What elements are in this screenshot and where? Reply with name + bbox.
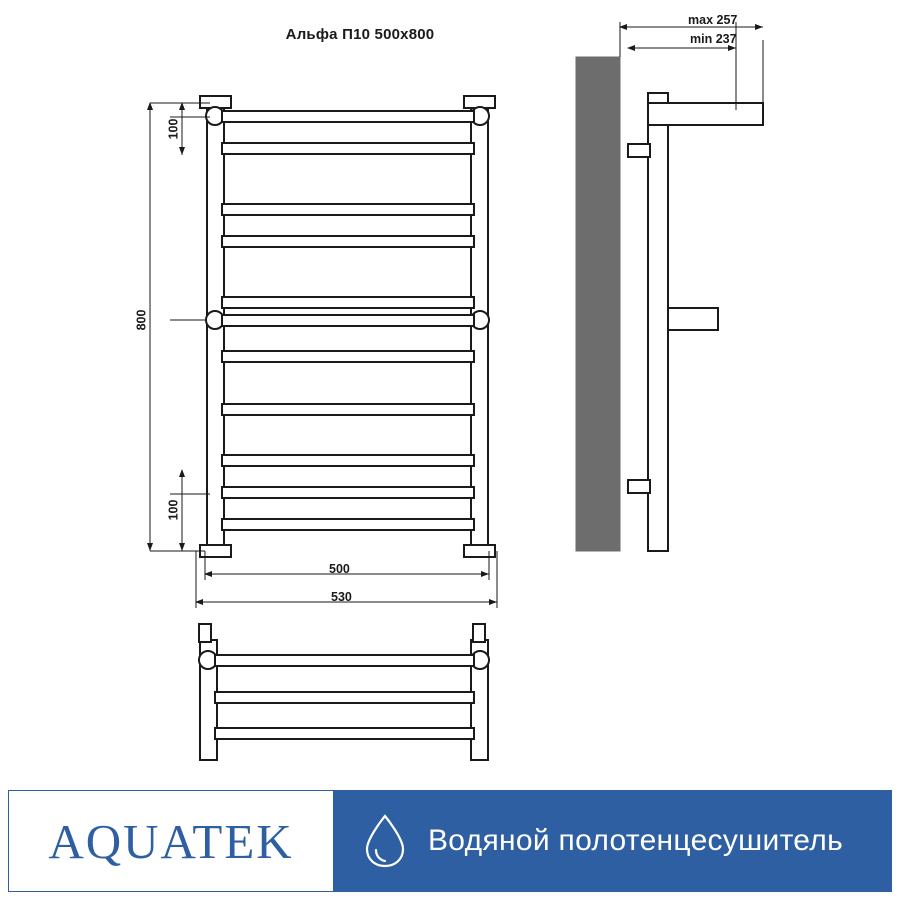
dim-label-max-depth: max 257 [688,13,738,27]
dim-label-outer-width: 530 [331,590,352,604]
caption-block [334,791,891,891]
bottom-view [199,624,489,760]
side-view [576,22,763,551]
footer-caption: Водяной полотенцесушитель [428,824,844,857]
water-drop-icon [364,814,406,868]
footer-banner [8,790,892,892]
dim-label-bottom-gap: 100 [166,499,181,521]
page-title: Альфа П10 500x800 [285,26,435,43]
brand-logo-text: AQUATEK [48,813,294,869]
front-view [150,96,497,608]
dim-label-top-gap: 100 [166,118,181,140]
dim-label-inner-width: 500 [329,562,350,576]
dim-label-height: 800 [134,309,149,331]
dim-label-min-depth: min 237 [690,32,737,46]
brand-block [9,791,334,891]
